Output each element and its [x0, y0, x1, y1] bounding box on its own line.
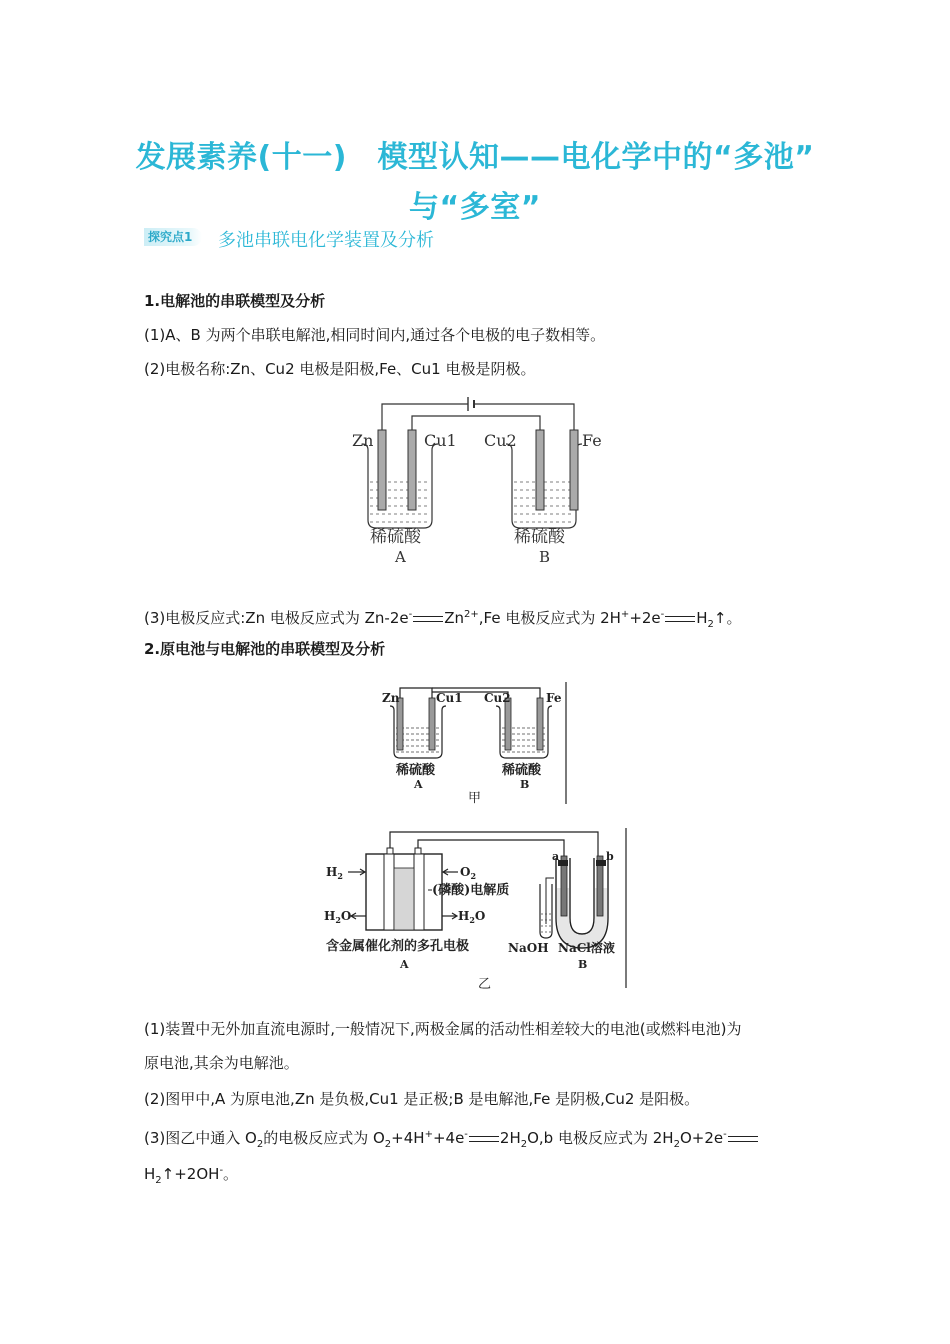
label-cu1: Cu1: [424, 431, 457, 450]
label-zn: Zn: [352, 431, 374, 450]
part2-paragraph-1-line2: 原电池,其余为电解池。: [144, 1054, 299, 1072]
part1-heading: 1.电解池的串联模型及分析: [144, 292, 326, 310]
cell-b-label: B: [539, 548, 551, 566]
label-cu2: Cu2: [484, 431, 517, 450]
equals-sign: [469, 1136, 499, 1142]
yi-h2o-left-label: $H_2O$: [324, 909, 352, 925]
jia-solution-b: 稀硫酸: [502, 763, 542, 778]
figure-yi: [318, 828, 630, 992]
part1-paragraph-3: (3)电极反应式:Zn 电极反应式为 Zn-2e- $Zn^{2+},Fe$ 电极反应式为 2H++2e- $H_2↑$。: [144, 609, 742, 630]
jia-label-cu2: Cu2: [484, 691, 511, 705]
label-fe: Fe: [582, 431, 602, 450]
section-heading: 多池串联电化学装置及分析: [218, 230, 434, 251]
jia-label-zn: Zn: [382, 691, 400, 705]
equals-sign: [665, 616, 695, 622]
equals-sign: [413, 616, 443, 622]
yi-b-label: b: [606, 850, 614, 863]
yi-cell-b: B: [578, 958, 588, 971]
yi-h2-label: $H_2$: [326, 865, 343, 881]
part2-paragraph-3-line1: (3)图乙中通入 $O_2$的电极反应式为 $O_2+4H^++4e^-$ $2H_2O,b$ 电极反应式为 $2H_2O+2e^-$: [144, 1124, 759, 1156]
jia-label-cu1: Cu1: [436, 691, 463, 705]
section-tag: 探究点1: [144, 228, 202, 246]
figure-electrolysis-series: [340, 392, 620, 572]
part2-paragraph-3-line2: $H_2↑+2OH^-$。: [144, 1165, 239, 1186]
solution-a-label: 稀硫酸: [370, 527, 421, 547]
yi-caption: 乙: [478, 977, 492, 992]
solution-b-label: 稀硫酸: [514, 527, 565, 547]
equals-sign: [728, 1136, 758, 1142]
yi-electrode-label: 含金属催化剂的多孔电极: [326, 939, 470, 954]
jia-label-fe: Fe: [546, 691, 562, 705]
yi-o2-label: $O_2$: [460, 865, 477, 881]
jia-cell-a: A: [414, 778, 423, 791]
part2-heading: 2.原电池与电解池的串联模型及分析: [144, 640, 386, 658]
yi-nacl-label: NaCl溶液: [558, 941, 615, 955]
part2-paragraph-1-line1: (1)装置中无外加直流电源时,一般情况下,两极金属的活动性相差较大的电池(或燃料电池)为: [144, 1020, 742, 1038]
cell-a-label: A: [395, 548, 406, 566]
part1-paragraph-1: (1)A、B 为两个串联电解池,相同时间内,通过各个电极的电子数相等。: [144, 326, 606, 344]
yi-a-label: a: [552, 850, 560, 863]
jia-caption: 甲: [468, 791, 482, 806]
page-title-line1: 发展素养(十一) 模型认知——电化学中的“多池”: [135, 140, 815, 175]
jia-solution-a: 稀硫酸: [396, 763, 436, 778]
page-title-line2: 与“多室”: [409, 190, 541, 225]
yi-electrolyte-label: (磷酸)电解质: [432, 883, 510, 898]
jia-cell-b: B: [520, 778, 530, 791]
yi-naoh-label: NaOH: [508, 941, 549, 955]
part1-paragraph-2: (2)电极名称:Zn、Cu2 电极是阳极,Fe、Cu1 电极是阴极。: [144, 360, 536, 378]
part2-paragraph-2: (2)图甲中,A 为原电池,Zn 是负极,Cu1 是正极;B 是电解池,Fe 是阴极,Cu2 是阳极。: [144, 1090, 700, 1108]
figure-jia: [378, 682, 570, 806]
yi-h2o-right-label: $H_2O$: [458, 909, 486, 925]
yi-cell-a: A: [400, 958, 409, 971]
